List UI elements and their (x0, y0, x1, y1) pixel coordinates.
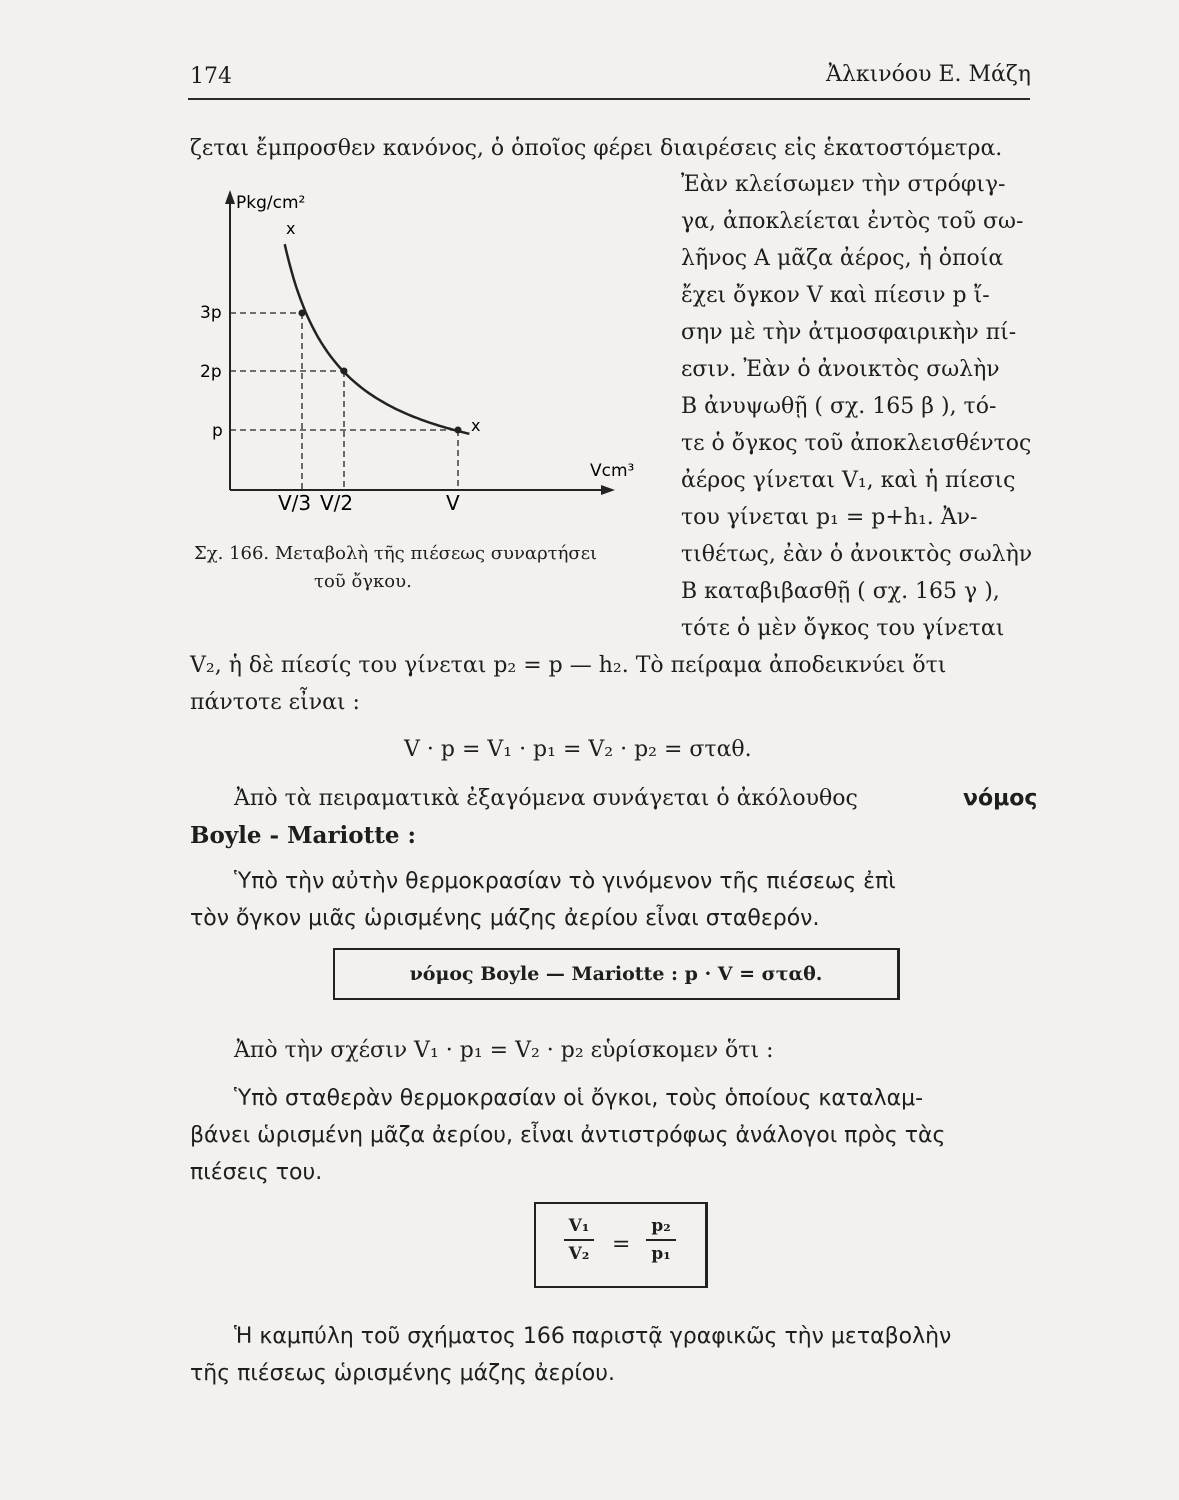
y-axis-label: Pkg/cm² (236, 193, 306, 213)
curve-start-mark: x (286, 219, 296, 238)
header-rule (188, 98, 1030, 100)
text-line: τιθέτως, ἐὰν ὁ ἀνοικτὸς σωλὴν (681, 542, 1033, 567)
text-line: ἀέρος γίνεται V₁, καὶ ἡ πίεσις (681, 468, 1016, 493)
point-v2-2p (341, 368, 348, 375)
volume-ratio (564, 1216, 594, 1264)
equation: V · p = V₁ · p₁ = V₂ · p₂ = σταθ. (404, 737, 752, 762)
law-statement-line: τὸν ὄγκον μιᾶς ὡρισμένης μάζης ἀερίου εἶναι σταθερόν. (190, 906, 820, 931)
law-statement-line: βάνει ὡρισμένη μᾶζα ἀερίου, εἶναι ἀντιστρόφως ἀνάλογοι πρὸς τὰς (190, 1123, 946, 1148)
text-line: Β ἀνυψωθῇ ( σχ. 165 β ), τό- (681, 394, 997, 419)
numerator: V₁ (568, 1216, 590, 1236)
x-axis-arrow (601, 485, 615, 495)
figure-caption: Σχ. 166. Μεταβολὴ τῆς πιέσεως συναρτήσει (194, 543, 598, 564)
text-line: σην μὲ τὴν ἀτμοσφαιρικὴν πί- (681, 320, 1017, 345)
numerator: p₂ (651, 1216, 671, 1236)
fraction-bar (564, 1239, 594, 1241)
law-statement-line: Ὑπὸ τὴν αὐτὴν θερμοκρασίαν τὸ γινόμενον τῆς πιέσεως ἐπὶ (234, 869, 896, 894)
text-line: πάντοτε εἶναι : (190, 690, 360, 715)
x-tick-v: V (446, 491, 460, 515)
x-tick-v2: V/2 (320, 491, 354, 515)
fraction-bar (646, 1239, 676, 1241)
text-line: Ἀπὸ τὴν σχέσιν V₁ · p₁ = V₂ · p₂ εὑρίσκομεν ὅτι : (234, 1038, 774, 1063)
law-formula: νόμος Boyle — Mariotte : p · V = σταθ. (409, 963, 823, 985)
text-line: ζεται ἔμπροσθεν κανόνος, ὁ ὁποῖος φέρει διαιρέσεις εἰς ἑκατοστόμετρα. (190, 136, 1003, 161)
law-name-keyword: νόμος (963, 786, 1038, 811)
y-tick-3p: 3p (200, 303, 222, 323)
law-name: Boyle - Mariotte : (190, 822, 417, 849)
denominator: V₂ (568, 1244, 590, 1264)
law-statement-line: Ὑπὸ σταθερὰν θερμοκρασίαν οἱ ὄγκοι, τοὺς ὁποίους καταλαμ- (234, 1086, 924, 1111)
equals-sign: = (612, 1232, 631, 1257)
pressure-volume-chart (180, 178, 660, 528)
y-axis-arrow (225, 190, 235, 204)
curve-end-mark: x (471, 416, 481, 435)
text-line: λῆνος Α μᾶζα ἀέρος, ἡ ὁποία (681, 246, 1004, 271)
point-v3-3p (299, 310, 306, 317)
text-line: V₂, ἡ δὲ πίεσίς του γίνεται p₂ = p — h₂. Τὸ πείραμα ἀποδεικνύει ὅτι (190, 653, 947, 678)
text-line: ἔχει ὄγκον V καὶ πίεσιν p ἴ- (681, 283, 990, 308)
point-v-p (455, 427, 462, 434)
text-line: εσιν. Ἐὰν ὁ ἀνοικτὸς σωλὴν (681, 357, 1000, 382)
text-line: Ἐὰν κλείσωμεν τὴν στρόφιγ- (681, 172, 1006, 197)
ratio-formula-box (534, 1202, 708, 1288)
text-line: Ἡ καμπύλη τοῦ σχήματος 166 παριστᾷ γραφικῶς τὴν μεταβολὴν (234, 1324, 952, 1349)
text-line: Β καταβιβασθῇ ( σχ. 165 γ ), (681, 579, 1000, 604)
text-line: γα, ἀποκλείεται ἐντὸς τοῦ σω- (681, 209, 1024, 234)
text-line: τε ὁ ὄγκος τοῦ ἀποκλεισθέντος (681, 431, 1032, 456)
text-line: του γίνεται p₁ = p+h₁. Ἀν- (681, 505, 978, 530)
y-tick-p: p (212, 421, 223, 441)
x-axis-label: Vcm³ (590, 461, 635, 481)
page-number: 174 (190, 64, 232, 89)
running-header: Ἀλκινόου Ε. Μάζη (826, 62, 1031, 87)
text-line: τῆς πιέσεως ὡρισμένης μάζης ἀερίου. (190, 1361, 615, 1386)
law-formula-box (333, 948, 900, 1000)
isotherm-curve (285, 244, 470, 434)
law-statement-line: πιέσεις του. (190, 1160, 323, 1185)
figure-caption: τοῦ ὄγκου. (314, 571, 412, 592)
y-tick-2p: 2p (200, 362, 222, 382)
denominator: p₁ (651, 1244, 671, 1264)
x-tick-v3: V/3 (278, 491, 312, 515)
text-line: τότε ὁ μὲν ὄγκος του γίνεται (681, 616, 1005, 641)
text-line: Ἀπὸ τὰ πειραματικὰ ἐξαγόμενα συνάγεται ὁ ἀκόλουθος (234, 786, 858, 811)
pressure-ratio (646, 1216, 676, 1264)
